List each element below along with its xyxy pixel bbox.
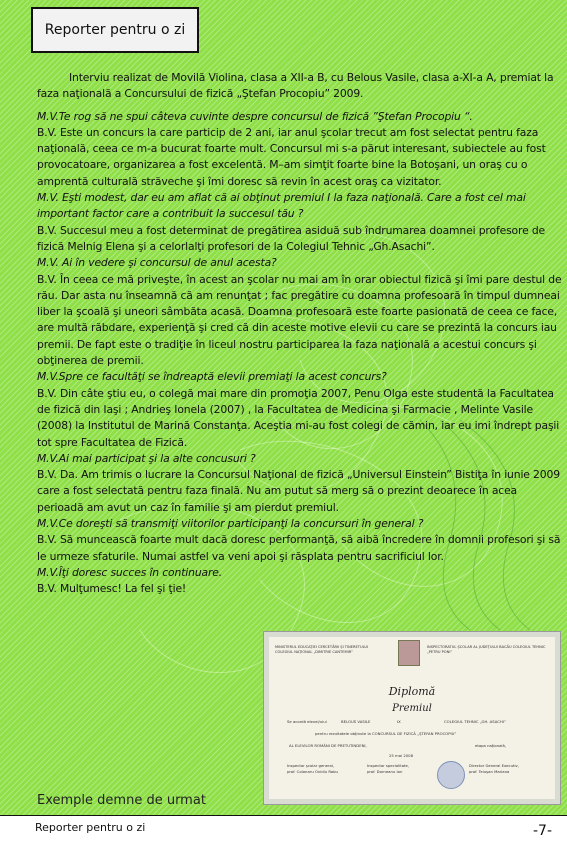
interview-question: M.V. Ai în vedere şi concursul de anul acesta? (37, 256, 277, 270)
interview-answer: B.V. Este un concurs la care particip de 2 ani, iar anul şcolar trecut am fost selectat pentru faza naţională, ceea ce m-a bucurat foarte mult. Concursul mi s-a părut interesant, subiectele au fost provocatoare, organizarea a fost excelentă. M–am simţit foarte bine la Botoşani, un oraş cu o amprentă culturală străveche şi îmi doresc să revin în acest oraş ca vizitator. (37, 125, 546, 188)
page-number: -7- (532, 823, 552, 839)
diploma-prize: Premiul (392, 703, 432, 714)
qa-block (37, 369, 564, 450)
interview-answer: B.V. Să muncească foarte mult dacă doresc performanţă, să aibă încredere în domnii profesori şi să le urmeze sfaturile. Numai astfel va veni apoi şi răsplata pentru sacrificiul lor. (37, 533, 561, 563)
qa-block (37, 190, 564, 255)
diploma-portrait (398, 640, 420, 666)
qa-block (37, 565, 564, 598)
diploma-romanians-line: AL ELEVILOR ROMÂNI DE PRETUTINDENI, (289, 743, 367, 748)
qa-block (37, 255, 564, 369)
interview-answer: B.V. Mulţumesc! La fel şi ţie! (37, 582, 187, 596)
page-title: Reporter pentru o zi (44, 22, 186, 38)
interview-answer: B.V. Din câte ştiu eu, o colegă mai mare din promoţia 2007, Penu Olga este studentă la Facultatea de fizică din Iaşi ; Andrieş Ionela (2007) , la Facultatea de Medicina şi Farmacie , Melinte Vasile (2008) la Institutul de Marină Constanţa. Aceştia mi-au fost colegi de cămin, iar eu imi îndrept paşii tot spre Facultatea de Fizică. (37, 386, 560, 449)
image-caption: Exemple demne de urmat (37, 793, 206, 808)
footer-label: Reporter pentru o zi (35, 821, 146, 834)
interview-answer: B.V. Da. Am trimis o lucrare la Concursul Naţional de fizică „Universul Einstein” Bistiţa în iunie 2009 care a fost selectată pentru faza finală. Nu am putut să merg să o prezint deoarece în acea perioadă am avut un caz în familie şi am pierdut premiul. (37, 468, 560, 514)
diploma-student-name: BELOUS VASILE (341, 719, 371, 724)
page-footer (0, 816, 567, 850)
diploma-sig-left-name: prof. Colonaru Ovidiu Robu (287, 769, 338, 774)
interview-question: M.V.Ce doreşti să transmiţi viitorilor participanţi la concursuri în general ? (37, 517, 424, 531)
diploma-sig-right-name: prof. Teiuşan Mariana (469, 769, 510, 774)
diploma-right-institution: INSPECTORATUL ŞCOLAR AL JUDEŢULUI BACĂU COLEGIUL TEHNIC „PETRU PONI” (427, 645, 546, 654)
diploma-sig-left-title: Inspector şcolar general, (287, 763, 335, 768)
diploma-class: IX (397, 719, 401, 724)
diploma-date: 25 mai 2008 (389, 753, 413, 758)
diploma-stamp (437, 761, 465, 789)
diploma-stage: etapa naţională, (475, 743, 507, 748)
interview-article (37, 70, 564, 598)
article-intro: Interviu realizat de Movilă Violina, clasa a XII-a B, cu Belous Vasile, clasa a-XI-a A, premiat la faza naţională a Concursului de fizică „Ştefan Procopiu” 2009. (37, 71, 554, 101)
diploma-title: Diplomă (388, 685, 436, 698)
diploma-school: COLEGIUL TEHNIC „GH. ASACHI” (444, 719, 506, 724)
interview-question: M.V.Îţi doresc succes în continuare. (37, 565, 223, 579)
diploma-sig-mid-name: prof. Dorneanu Ion (367, 769, 403, 774)
interview-answer: B.V. În ceea ce mă priveşte, în acest an şcolar nu mai am în orar obiectul fizică şi îmi pare destul de rău. Dar asta nu înseamnă că am renunţat ; fac pregătire cu doamna profesoară în timpul dumneai liber la şcoală şi uneori sâmbăta acasă. Doamna profesoară este foarte pasionată de ceea ce face, are multă răbdare, experienţă şi cred că din aceste motive elevii cu care se prezintă la concurs iau premii. De fapt este o tradiţie în liceul nostru participarea la faza naţională a acestui concurs şi obţinerea de premii. (37, 272, 562, 368)
diploma-left-institution: MINISTERUL EDUCAŢIEI CERCETĂRII ŞI TINERETULUI COLEGIUL NAŢIONAL „DIMITRIE CANTEMIR” (275, 645, 369, 654)
diploma-award-label: Se acordă elevei/ului (287, 719, 327, 724)
interview-question: M.V.Te rog să ne spui câteva cuvinte despre concursul de fizică ”Ştefan Procopiu “. (37, 109, 473, 123)
qa-block (37, 516, 564, 565)
qa-block (37, 451, 564, 516)
diploma-sig-right-title: Director General Executiv, (469, 763, 519, 768)
diploma-image (264, 632, 560, 804)
diploma-contest-line: pentru rezultatele obţinute la CONCURSUL DE FIZICĂ „ŞTEFAN PROCOPIU” (315, 731, 457, 736)
interview-question: M.V.Ai mai participat şi la alte concusuri ? (37, 451, 256, 465)
qa-block (37, 109, 564, 190)
diploma-sig-mid-title: Inspector specialitate, (367, 763, 410, 768)
page-title-box (31, 7, 199, 53)
interview-question: M.V. Eşti modest, dar eu am aflat că ai obţinut premiul I la faza naţională. Care a fost cel mai important factor care a contribuit la succesul tău ? (37, 191, 526, 221)
interview-question: M.V.Spre ce facultăţi se îndreaptă elevii premiaţi la acest concurs? (37, 370, 387, 384)
interview-answer: B.V. Succesul meu a fost determinat de pregătirea asiduă sub îndrumarea doamnei profesore de fizică Melnig Elena şi a celorlalţi profesori de la Colegiul Tehnic „Gh.Asachi”. (37, 223, 546, 253)
